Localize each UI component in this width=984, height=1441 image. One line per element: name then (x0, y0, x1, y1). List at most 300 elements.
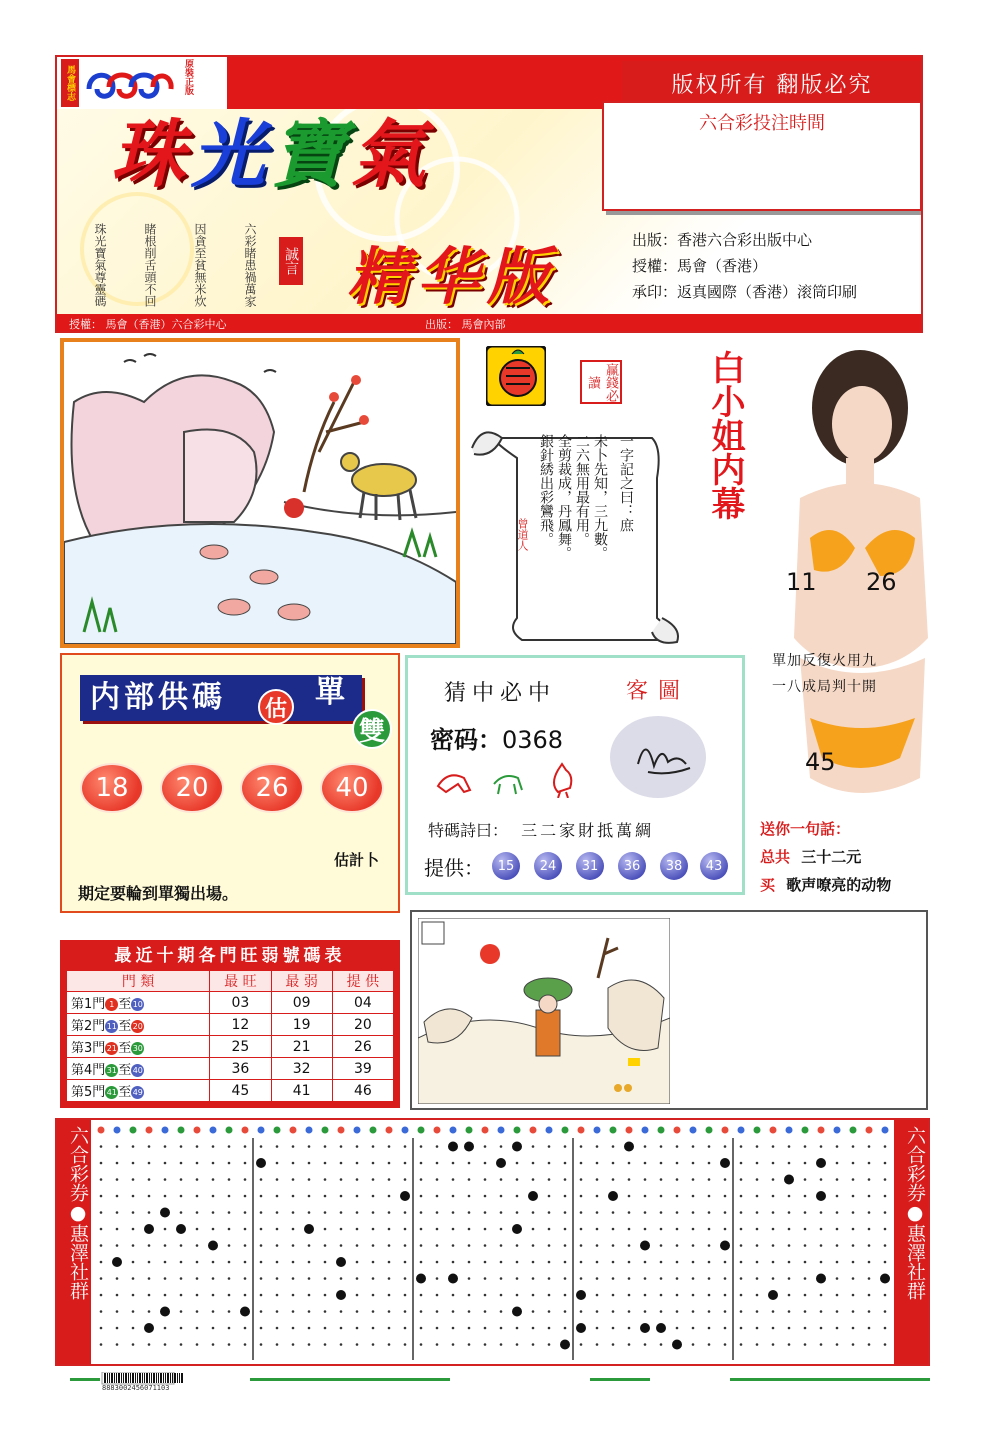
grid-color-dot (818, 1127, 825, 1134)
grid-big-dot (256, 1158, 266, 1168)
fist-icon (486, 346, 546, 406)
grid-small-dot (340, 1228, 343, 1231)
grid-small-dot (836, 1343, 839, 1346)
footer-row (70, 1372, 930, 1392)
grid-small-dot (596, 1261, 599, 1264)
grid-small-dot (500, 1261, 503, 1264)
grid-color-dot (850, 1127, 857, 1134)
grid-small-dot (212, 1145, 215, 1148)
grid-small-dot (148, 1261, 151, 1264)
grid-small-dot (484, 1162, 487, 1165)
grid-small-dot (436, 1294, 439, 1297)
grid-small-dot (772, 1228, 775, 1231)
grid-small-dot (580, 1277, 583, 1280)
authorization-strip (57, 314, 921, 333)
grid-small-dot (420, 1178, 423, 1181)
table-row (67, 992, 394, 1014)
grid-small-dot (820, 1343, 823, 1346)
grid-small-dot (372, 1228, 375, 1231)
grid-small-dot (628, 1261, 631, 1264)
grid-small-dot (596, 1162, 599, 1165)
grid-small-dot (708, 1178, 711, 1181)
grid-small-dot (660, 1343, 663, 1346)
grid-small-dot (612, 1244, 615, 1247)
grid-small-dot (324, 1261, 327, 1264)
grid-small-dot (404, 1178, 407, 1181)
grid-small-dot (452, 1228, 455, 1231)
door-cell (67, 1036, 210, 1058)
grid-small-dot (564, 1327, 567, 1330)
grid-small-dot (212, 1228, 215, 1231)
grid-small-dot (180, 1178, 183, 1181)
grid-small-dot (420, 1145, 423, 1148)
grid-small-dot (484, 1178, 487, 1181)
grid-small-dot (116, 1178, 119, 1181)
grid-small-dot (244, 1244, 247, 1247)
grid-big-dot (160, 1208, 170, 1218)
grid-small-dot (884, 1294, 887, 1297)
grid-big-dot (624, 1142, 634, 1152)
grid-big-dot (640, 1241, 650, 1251)
grid-big-dot (512, 1307, 522, 1317)
zodiac-animals-icon (434, 762, 594, 798)
grid-small-dot (596, 1343, 599, 1346)
poem-line: 銀針綉出彩鸞飛。 (538, 434, 554, 546)
grid-small-dot (356, 1343, 359, 1346)
grid-small-dot (756, 1261, 759, 1264)
provide-ball: 36 (618, 852, 646, 880)
grid-small-dot (132, 1261, 135, 1264)
grid-small-dot (324, 1277, 327, 1280)
grid-small-dot (452, 1244, 455, 1247)
range-end-ball: 20 (132, 1022, 143, 1031)
grid-small-dot (740, 1277, 743, 1280)
grid-small-dot (548, 1310, 551, 1313)
grid-small-dot (196, 1178, 199, 1181)
grid-small-dot (148, 1277, 151, 1280)
grid-small-dot (356, 1261, 359, 1264)
grid-small-dot (436, 1310, 439, 1313)
grid-color-dot (114, 1127, 121, 1134)
grid-small-dot (804, 1228, 807, 1231)
grid-small-dot (260, 1244, 263, 1247)
col-header: 提 供 (332, 971, 393, 992)
hot-value: 12 (210, 1014, 271, 1036)
grid-small-dot (852, 1261, 855, 1264)
grid-color-dot (402, 1127, 409, 1134)
grid-small-dot (820, 1178, 823, 1181)
grid-small-dot (548, 1178, 551, 1181)
range-start-ball: 41 (106, 1088, 117, 1097)
door-label: 第1門 (71, 997, 106, 1012)
grid-small-dot (276, 1145, 279, 1148)
grid-small-dot (324, 1145, 327, 1148)
grid-small-dot (500, 1228, 503, 1231)
grid-small-dot (612, 1343, 615, 1346)
grid-small-dot (324, 1343, 327, 1346)
grid-small-dot (692, 1261, 695, 1264)
code-ball: 18 (82, 765, 142, 811)
grid-small-dot (628, 1277, 631, 1280)
grid-small-dot (340, 1211, 343, 1214)
grid-big-dot (304, 1224, 314, 1234)
grid-small-dot (100, 1195, 103, 1198)
grid-small-dot (276, 1261, 279, 1264)
grid-small-dot (740, 1327, 743, 1330)
grid-small-dot (516, 1261, 519, 1264)
grid-big-dot (720, 1241, 730, 1251)
grid-small-dot (132, 1343, 135, 1346)
grid-small-dot (228, 1244, 231, 1247)
grid-big-dot (496, 1158, 506, 1168)
grid-small-dot (852, 1327, 855, 1330)
grid-small-dot (836, 1178, 839, 1181)
lady-number: 11 (786, 568, 817, 596)
barcode-bar (130, 1373, 131, 1383)
grid-small-dot (788, 1327, 791, 1330)
grid-small-dot (852, 1343, 855, 1346)
provide-ball: 15 (492, 852, 520, 880)
grid-small-dot (612, 1178, 615, 1181)
grid-small-dot (260, 1228, 263, 1231)
grid-small-dot (772, 1211, 775, 1214)
grid-small-dot (212, 1294, 215, 1297)
grid-small-dot (388, 1244, 391, 1247)
grid-small-dot (372, 1162, 375, 1165)
grid-small-dot (212, 1195, 215, 1198)
grid-small-dot (660, 1261, 663, 1264)
grid-color-dot (386, 1127, 393, 1134)
grid-small-dot (372, 1343, 375, 1346)
grid-small-dot (756, 1244, 759, 1247)
grid-small-dot (516, 1327, 519, 1330)
guess-box (405, 655, 745, 895)
guess-picture-label: 客圖 (626, 679, 691, 704)
grid-small-dot (612, 1277, 615, 1280)
grid-small-dot (564, 1310, 567, 1313)
range-separator: 至 (118, 997, 132, 1012)
grid-small-dot (228, 1211, 231, 1214)
grid-small-dot (820, 1310, 823, 1313)
grid-small-dot (500, 1277, 503, 1280)
grid-small-dot (148, 1145, 151, 1148)
grid-small-dot (340, 1310, 343, 1313)
grid-small-dot (132, 1277, 135, 1280)
barcode-bar (156, 1373, 157, 1383)
grid-small-dot (372, 1310, 375, 1313)
signature-circle-icon (608, 714, 708, 800)
grid-small-dot (388, 1327, 391, 1330)
col-header: 最 旺 (210, 971, 271, 992)
dot-grid-box (55, 1118, 930, 1366)
grid-small-dot (468, 1327, 471, 1330)
license-line: 授權：馬會（香港） (632, 257, 768, 275)
grid-color-dot (162, 1127, 169, 1134)
grid-small-dot (164, 1294, 167, 1297)
grid-small-dot (196, 1195, 199, 1198)
grid-big-dot (816, 1191, 826, 1201)
grid-small-dot (724, 1145, 727, 1148)
grid-small-dot (884, 1178, 887, 1181)
grid-small-dot (276, 1178, 279, 1181)
grid-color-dot (866, 1127, 873, 1134)
grid-small-dot (356, 1195, 359, 1198)
grid-small-dot (772, 1277, 775, 1280)
barcode-bar (107, 1373, 108, 1383)
grid-small-dot (372, 1195, 375, 1198)
grid-small-dot (164, 1327, 167, 1330)
grid-small-dot (356, 1244, 359, 1247)
grid-small-dot (548, 1294, 551, 1297)
grid-color-dot (258, 1127, 265, 1134)
grid-small-dot (180, 1162, 183, 1165)
range-end-ball: 40 (132, 1066, 143, 1075)
grid-small-dot (708, 1294, 711, 1297)
grid-small-dot (436, 1145, 439, 1148)
grid-small-dot (100, 1294, 103, 1297)
grid-small-dot (788, 1310, 791, 1313)
grid-small-dot (100, 1310, 103, 1313)
grid-color-dot (882, 1127, 889, 1134)
single-tag: 單 (315, 675, 345, 710)
grid-small-dot (676, 1310, 679, 1313)
grid-big-dot (640, 1323, 650, 1333)
grid-small-dot (564, 1162, 567, 1165)
grid-small-dot (644, 1211, 647, 1214)
lady-riddle-line: 單加反復火用九 (772, 653, 877, 669)
grid-small-dot (436, 1228, 439, 1231)
grid-small-dot (708, 1145, 711, 1148)
code-ball: 26 (242, 765, 302, 811)
grid-small-dot (820, 1145, 823, 1148)
grid-big-dot (400, 1191, 410, 1201)
grid-small-dot (324, 1327, 327, 1330)
grid-small-dot (868, 1343, 871, 1346)
grid-small-dot (740, 1261, 743, 1264)
grid-small-dot (100, 1261, 103, 1264)
grid-small-dot (500, 1310, 503, 1313)
grid-big-dot (784, 1175, 794, 1185)
grid-small-dot (756, 1178, 759, 1181)
grid-small-dot (308, 1327, 311, 1330)
grid-small-dot (436, 1211, 439, 1214)
grid-small-dot (436, 1195, 439, 1198)
grid-small-dot (772, 1261, 775, 1264)
grid-small-dot (852, 1195, 855, 1198)
provide-value: 39 (332, 1058, 393, 1080)
grid-small-dot (356, 1145, 359, 1148)
title-char-4: 氣 (351, 112, 431, 198)
grid-small-dot (260, 1261, 263, 1264)
grid-small-dot (436, 1244, 439, 1247)
grid-small-dot (884, 1145, 887, 1148)
barcode-bar (160, 1373, 162, 1383)
grid-small-dot (596, 1195, 599, 1198)
grid-small-dot (132, 1294, 135, 1297)
grid-small-dot (660, 1228, 663, 1231)
grid-small-dot (644, 1343, 647, 1346)
grid-small-dot (564, 1178, 567, 1181)
col-header: 門 類 (67, 971, 210, 992)
main-title (111, 112, 431, 198)
grid-big-dot (768, 1290, 778, 1300)
grid-small-dot (132, 1195, 135, 1198)
range-end-ball: 30 (132, 1044, 143, 1053)
grid-small-dot (372, 1211, 375, 1214)
logo (57, 57, 227, 109)
send-words-title: 送你一句話： (760, 820, 851, 838)
grid-small-dot (196, 1294, 199, 1297)
grid-color-dot (450, 1127, 457, 1134)
grid-small-dot (372, 1261, 375, 1264)
grid-small-dot (884, 1228, 887, 1231)
grid-big-dot (448, 1274, 458, 1284)
grid-small-dot (484, 1244, 487, 1247)
grid-small-dot (836, 1228, 839, 1231)
grid-small-dot (692, 1277, 695, 1280)
grid-small-dot (836, 1211, 839, 1214)
col-header: 最 弱 (271, 971, 332, 992)
barcode-bar (125, 1373, 127, 1383)
grid-small-dot (116, 1327, 119, 1330)
grid-small-dot (244, 1211, 247, 1214)
grid-small-dot (132, 1211, 135, 1214)
grid-small-dot (644, 1178, 647, 1181)
grid-small-dot (644, 1310, 647, 1313)
grid-small-dot (868, 1195, 871, 1198)
grid-small-dot (276, 1327, 279, 1330)
cold-value: 32 (271, 1058, 332, 1080)
grid-small-dot (388, 1277, 391, 1280)
grid-small-dot (468, 1244, 471, 1247)
internal-codes-title: 内部供碼 (80, 675, 362, 721)
grid-small-dot (804, 1327, 807, 1330)
grid-small-dot (212, 1211, 215, 1214)
grid-small-dot (532, 1261, 535, 1264)
barcode-bar (146, 1373, 148, 1383)
grid-small-dot (756, 1211, 759, 1214)
grid-small-dot (628, 1162, 631, 1165)
grid-small-dot (564, 1277, 567, 1280)
grid-small-dot (164, 1195, 167, 1198)
internal-codes-box (60, 653, 400, 913)
grid-big-dot (448, 1142, 458, 1152)
grid-small-dot (116, 1145, 119, 1148)
grid-small-dot (148, 1244, 151, 1247)
table-body (67, 992, 394, 1102)
grid-small-dot (884, 1261, 887, 1264)
grid-small-dot (484, 1277, 487, 1280)
grid-small-dot (308, 1261, 311, 1264)
grid-small-dot (100, 1343, 103, 1346)
grid-small-dot (644, 1145, 647, 1148)
grid-small-dot (228, 1195, 231, 1198)
provide-value: 04 (332, 992, 393, 1014)
grid-small-dot (148, 1178, 151, 1181)
grid-small-dot (196, 1228, 199, 1231)
barcode-bar (118, 1373, 120, 1383)
grid-small-dot (708, 1195, 711, 1198)
grid-small-dot (244, 1228, 247, 1231)
grid-small-dot (484, 1261, 487, 1264)
cold-value: 19 (271, 1014, 332, 1036)
grid-small-dot (644, 1261, 647, 1264)
grid-small-dot (308, 1195, 311, 1198)
grid-small-dot (436, 1327, 439, 1330)
grid-color-dot (354, 1127, 361, 1134)
grid-small-dot (500, 1343, 503, 1346)
grid-small-dot (740, 1195, 743, 1198)
grid-big-dot (336, 1257, 346, 1267)
grid-small-dot (628, 1244, 631, 1247)
grid-small-dot (564, 1211, 567, 1214)
grid-small-dot (516, 1343, 519, 1346)
grid-color-dot (98, 1127, 105, 1134)
grid-small-dot (884, 1310, 887, 1313)
grid-small-dot (260, 1277, 263, 1280)
poem-author: 曾道人 (516, 518, 529, 551)
grid-small-dot (308, 1277, 311, 1280)
grid-small-dot (132, 1310, 135, 1313)
grid-small-dot (292, 1343, 295, 1346)
grid-small-dot (532, 1211, 535, 1214)
grid-small-dot (724, 1343, 727, 1346)
grid-small-dot (628, 1178, 631, 1181)
grid-small-dot (628, 1310, 631, 1313)
publisher-line: 出版：香港六合彩出版中心 (632, 231, 813, 249)
logo-right-text: 原裝正版 (183, 59, 193, 95)
range-start-ball: 31 (106, 1066, 117, 1075)
code-ball: 20 (162, 765, 222, 811)
motto-column: 六彩睹患禍萬家 (243, 223, 257, 307)
table-row (67, 1080, 394, 1102)
grid-small-dot (420, 1327, 423, 1330)
grid-small-dot (100, 1244, 103, 1247)
grid-small-dot (404, 1277, 407, 1280)
grid-small-dot (628, 1211, 631, 1214)
grid-small-dot (276, 1228, 279, 1231)
grid-small-dot (548, 1343, 551, 1346)
grid-small-dot (516, 1195, 519, 1198)
barcode-bar (172, 1373, 173, 1383)
grid-color-dot (802, 1127, 809, 1134)
grid-small-dot (228, 1145, 231, 1148)
copyright-notice: 版权所有 翻版必究 (622, 61, 922, 105)
grid-small-dot (692, 1343, 695, 1346)
grid-small-dot (292, 1211, 295, 1214)
estimate-label: 估計卜 (334, 851, 380, 869)
grid-small-dot (180, 1294, 183, 1297)
grid-small-dot (836, 1195, 839, 1198)
grid-big-dot (176, 1224, 186, 1234)
barcode-bar (181, 1373, 183, 1383)
hot-cold-table (66, 970, 394, 1102)
grid-small-dot (788, 1277, 791, 1280)
grid-small-dot (132, 1244, 135, 1247)
grid-big-dot (464, 1142, 474, 1152)
grid-small-dot (676, 1228, 679, 1231)
grid-small-dot (148, 1211, 151, 1214)
grid-small-dot (676, 1211, 679, 1214)
grid-small-dot (308, 1178, 311, 1181)
grid-small-dot (372, 1277, 375, 1280)
grid-small-dot (804, 1211, 807, 1214)
grid-small-dot (532, 1343, 535, 1346)
barcode-bar (123, 1373, 124, 1383)
provide-ball: 24 (534, 852, 562, 880)
grid-small-dot (388, 1228, 391, 1231)
grid-small-dot (596, 1277, 599, 1280)
